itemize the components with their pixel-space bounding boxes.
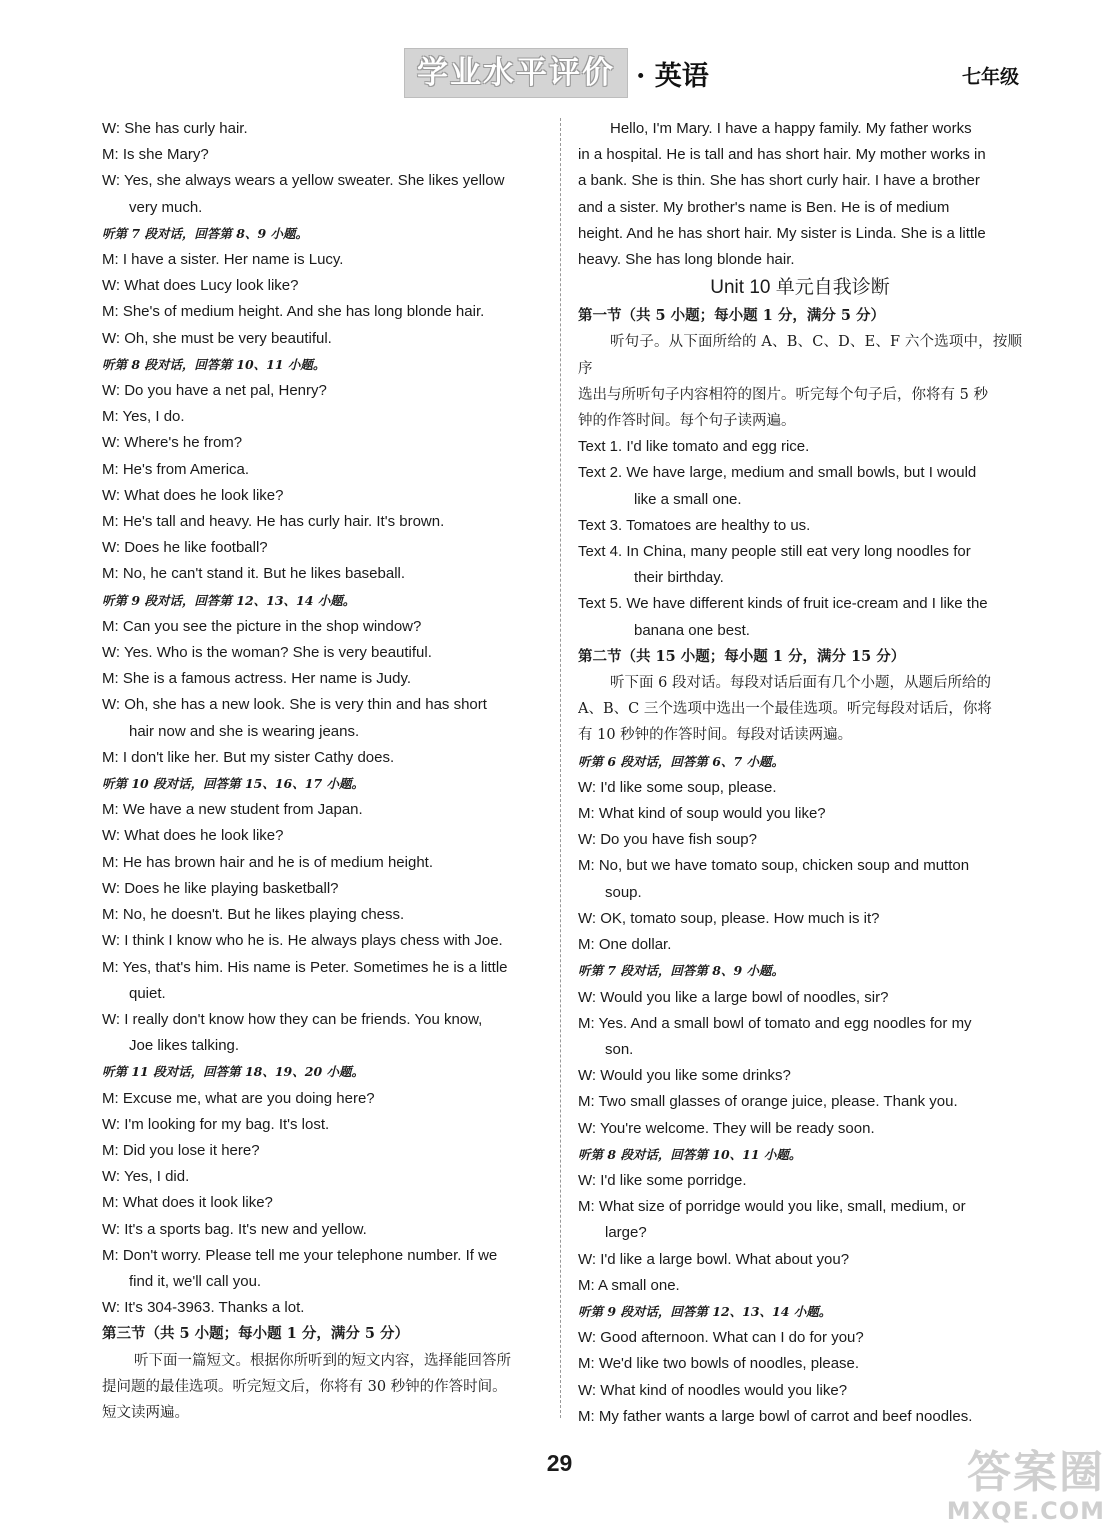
left-column [102, 116, 548, 1426]
left-text-line: W: I'm looking for my bag. It's lost. [102, 1115, 330, 1133]
right-text-line: W: I'd like some porridge. [578, 1171, 747, 1189]
right-text-line: 第二节（共 15 小题；每小题 1 分，满分 15 分） [578, 647, 906, 665]
left-text-line: M: Is she Mary? [102, 146, 209, 164]
left-text-line: M: I have a sister. Her name is Lucy. [102, 251, 344, 269]
left-text-line: W: She has curly hair. [102, 120, 248, 137]
right-column [578, 116, 1022, 1430]
right-text-line: 听第 7 段对话，回答第 8、9 小题。 [578, 963, 785, 979]
left-text-line: W: What does Lucy look like? [102, 277, 299, 295]
right-text-line: W: I'd like some soup, please. [578, 778, 777, 796]
left-text-line: M: She is a famous actress. Her name is Judy. [102, 670, 412, 688]
right-text-line: M: What kind of soup would you like? [578, 805, 826, 823]
subject-title: · 英语 [636, 61, 709, 92]
right-text-line: 选出与所听句子内容相符的图片。听完每个句子后，你将有 5 秒 [578, 386, 988, 403]
right-text-line: Text 5. We have different kinds of fruit ice-cream and I like the [578, 595, 988, 613]
watermark [925, 1448, 1105, 1528]
left-text-line: M: Don't worry. Please tell me your telephone number. If we [102, 1246, 498, 1264]
right-text-line: M: Yes. And a small bowl of tomato and egg noodles for my [578, 1014, 972, 1032]
left-text-line: very much. [129, 198, 203, 216]
right-text-line: Unit 10 单元自我诊断 [710, 277, 890, 299]
left-text-line: W: It's a sports bag. It's new and yellow. [102, 1220, 367, 1238]
left-text-line: M: She's of medium height. And she has long blonde hair. [102, 303, 485, 321]
right-text-line: Text 4. In China, many people still eat very long noodles for [578, 543, 971, 561]
left-text-line: hair now and she is wearing jeans. [129, 722, 360, 740]
left-text-line: W: Where's he from? [102, 434, 243, 452]
left-text-line: W: Yes, she always wears a yellow sweater. She likes yellow [102, 172, 505, 190]
right-text-line: in a hospital. He is tall and has short hair. My mother works in [578, 146, 986, 164]
left-text-line: W: Yes, I did. [102, 1168, 190, 1186]
right-text-line: height. And he has short hair. My sister is Linda. She is a little [578, 224, 986, 242]
right-text-line: 听句子。从下面所给的 A、B、C、D、E、F 六个选项中，按顺序 [578, 334, 1022, 377]
page-number: 29 [546, 1450, 573, 1476]
right-text-line: 听下面 6 段对话。每段对话后面有几个小题，从题后所给的 [610, 675, 991, 692]
series-title: 学业水平评价 [404, 48, 628, 98]
left-text-line: 第三节（共 5 小题；每小题 1 分，满分 5 分） [102, 1325, 410, 1343]
left-text-line: M: Yes, I do. [102, 408, 185, 426]
left-text-line: M: I don't like her. But my sister Cathy does. [102, 748, 395, 766]
left-text-line: 听第 7 段对话，回答第 8、9 小题。 [102, 225, 309, 241]
right-text-line: 第一节（共 5 小题；每小题 1 分，满分 5 分） [578, 307, 886, 325]
left-text-line: M: Yes, that's him. His name is Peter. Sometimes he is a little [102, 958, 508, 976]
left-text-line: M: Did you lose it here? [102, 1141, 260, 1159]
right-text-line: their birthday. [634, 569, 724, 587]
left-text-line: W: Oh, she must be very beautiful. [102, 329, 332, 347]
left-text-line: 听第 10 段对话，回答第 15、16、17 小题。 [102, 776, 364, 792]
right-text-line: large? [605, 1224, 647, 1242]
right-text-line: son. [605, 1040, 634, 1058]
left-text-line: 听第 9 段对话，回答第 12、13、14 小题。 [102, 592, 356, 608]
right-text-line: W: What kind of noodles would you like? [578, 1381, 848, 1399]
left-text-line: W: I really don't know how they can be friends. You know, [102, 1010, 483, 1028]
left-text-line: M: We have a new student from Japan. [102, 801, 363, 819]
right-text-line: 听第 6 段对话，回答第 6、7 小题。 [578, 753, 785, 769]
left-text-line: W: What does he look like? [102, 486, 284, 504]
right-text-line: heavy. She has long blonde hair. [578, 251, 795, 269]
right-text-line: 听第 8 段对话，回答第 10、11 小题。 [578, 1146, 802, 1162]
left-text-line: find it, we'll call you. [129, 1272, 262, 1290]
left-text-line: W: It's 304-3963. Thanks a lot. [102, 1299, 305, 1317]
left-text-line: 提问题的最佳选项。听完短文后，你将有 30 秒钟的作答时间。 [102, 1378, 507, 1395]
right-text-line: and a sister. My brother's name is Ben. He is of medium [578, 198, 950, 216]
right-text-line: W: Do you have fish soup? [578, 831, 757, 849]
right-text-line: M: No, but we have tomato soup, chicken soup and mutton [578, 857, 970, 875]
grade-label: 七年级 [961, 66, 1019, 88]
right-text-line: 钟的作答时间。每个句子读两遍。 [578, 413, 796, 430]
left-text-line: W: What does he look like? [102, 827, 284, 845]
right-text-line: W: Would you like a large bowl of noodles, sir? [578, 988, 889, 1006]
right-text-line: like a small one. [634, 490, 742, 508]
right-text-line: 有 10 秒钟的作答时间。每段对话读两遍。 [578, 727, 853, 744]
right-text-line: W: Good afternoon. What can I do for you? [578, 1329, 864, 1347]
left-text-line: M: He's tall and heavy. He has curly hair. It's brown. [102, 513, 445, 531]
left-text-line: M: What does it look like? [102, 1194, 273, 1212]
column-divider [560, 118, 561, 1418]
right-text-line: W: You're welcome. They will be ready soon. [578, 1119, 875, 1137]
right-text-line: M: My father wants a large bowl of carrot and beef noodles. [578, 1407, 973, 1425]
left-text-line: W: Yes. Who is the woman? She is very beautiful. [102, 644, 432, 662]
right-text-line: Hello, I'm Mary. I have a happy family. My father works [610, 120, 972, 137]
right-text-line: banana one best. [634, 621, 750, 639]
right-text-line: Text 1. I'd like tomato and egg rice. [578, 438, 810, 456]
left-text-line: quiet. [129, 984, 166, 1002]
left-text-line: W: Does he like playing basketball? [102, 879, 339, 897]
watermark-logo: 答案圈 [967, 1447, 1105, 1498]
left-text-line: M: Excuse me, what are you doing here? [102, 1089, 375, 1107]
left-text-line: 听下面一篇短文。根据你所听到的短文内容，选择能回答所 [134, 1352, 511, 1369]
right-text-line: a bank. She is thin. She has short curly hair. I have a brother [578, 172, 980, 190]
right-text-line: 听第 9 段对话，回答第 12、13、14 小题。 [578, 1303, 832, 1319]
right-text-line: M: We'd like two bowls of noodles, please. [578, 1355, 860, 1373]
right-text-line: M: Two small glasses of orange juice, please. Thank you. [578, 1093, 958, 1111]
left-text-line: M: No, he can't stand it. But he likes baseball. [102, 565, 406, 583]
right-text-line: Text 2. We have large, medium and small bowls, but I would [578, 464, 977, 482]
left-text-line: 短文读两遍。 [102, 1404, 189, 1421]
right-text-line: M: One dollar. [578, 936, 672, 954]
right-text-line: M: A small one. [578, 1276, 680, 1294]
left-text-line: M: No, he doesn't. But he likes playing chess. [102, 906, 405, 924]
left-text-line: 听第 8 段对话，回答第 10、11 小题。 [102, 356, 326, 372]
left-text-line: 听第 11 段对话，回答第 18、19、20 小题。 [102, 1064, 364, 1080]
left-text-line: W: Does he like football? [102, 539, 268, 557]
right-text-line: M: What size of porridge would you like, small, medium, or [578, 1198, 966, 1216]
right-text-line: W: Would you like some drinks? [578, 1067, 791, 1085]
right-text-line: A、B、C 三个选项中选出一个最佳选项。听完每段对话后，你将 [578, 701, 992, 718]
left-text-line: W: Do you have a net pal, Henry? [102, 382, 327, 400]
left-text-line: W: I think I know who he is. He always plays chess with Joe. [102, 932, 503, 950]
left-text-line: W: Oh, she has a new look. She is very thin and has short [102, 696, 487, 714]
right-text-line: W: I'd like a large bowl. What about you? [578, 1250, 850, 1268]
left-text-line: M: He's from America. [102, 460, 250, 478]
right-text-line: W: OK, tomato soup, please. How much is it? [578, 909, 880, 927]
watermark-url: MXQE.COM [946, 1497, 1105, 1525]
left-text-line: M: He has brown hair and he is of medium height. [102, 853, 434, 871]
left-text-line: Joe likes talking. [129, 1037, 240, 1055]
right-text-line: Text 3. Tomatoes are healthy to us. [578, 516, 811, 534]
left-text-line: M: Can you see the picture in the shop window? [102, 617, 422, 635]
page-header [0, 48, 1119, 100]
right-text-line: soup. [605, 883, 642, 901]
